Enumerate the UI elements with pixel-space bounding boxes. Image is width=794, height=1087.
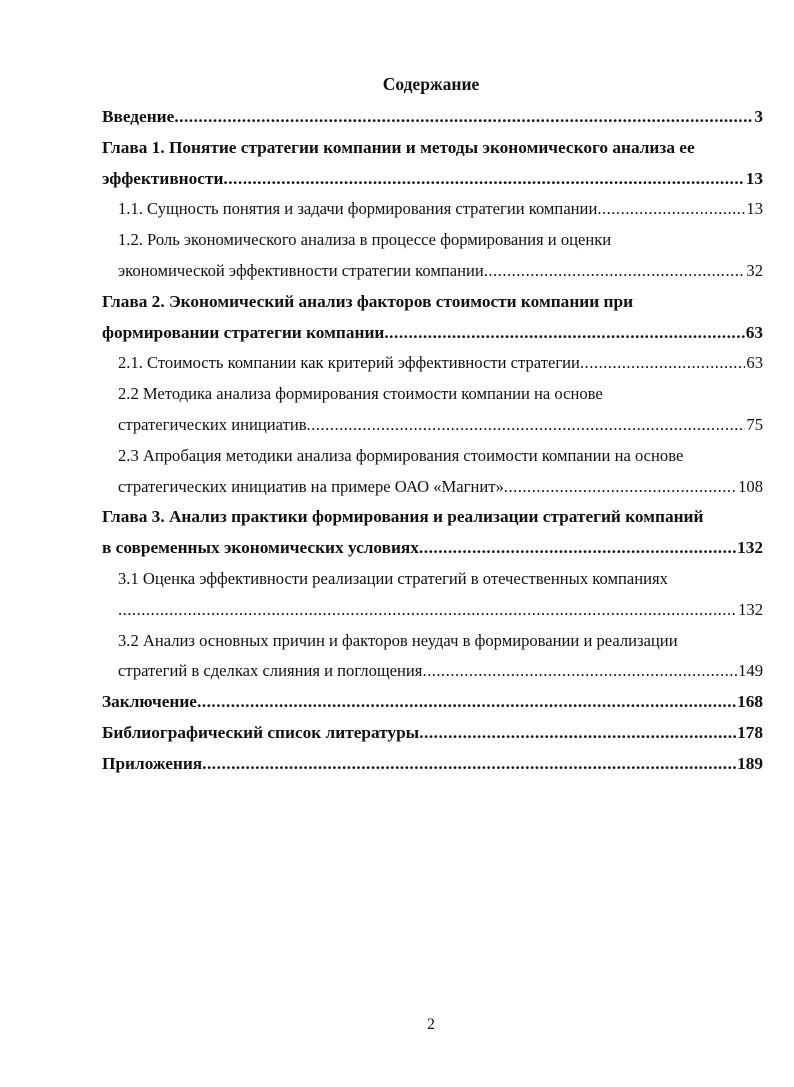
toc-entry-title: 1.1. Сущность понятия и задачи формирования стратегии компании	[118, 199, 598, 219]
toc-entry-title: Приложения	[102, 753, 203, 773]
toc-entry-title: стратегических инициатив на примере ОАО «Магнит»	[118, 476, 504, 496]
dot-leader	[484, 256, 746, 287]
toc-entry-bibliography	[102, 718, 763, 749]
dot-leader	[597, 194, 745, 225]
dot-leader	[174, 102, 753, 133]
toc-entry-title: формировании стратегии компании	[102, 322, 385, 342]
toc-page-number: 75	[746, 414, 763, 434]
toc-section-3-2	[102, 656, 763, 687]
toc-entry-appendix	[102, 749, 763, 780]
toc-section-1-1	[102, 194, 763, 225]
dot-leader	[580, 348, 746, 379]
dot-leader	[419, 718, 736, 749]
toc-page-number: 13	[745, 168, 763, 188]
toc-section-2-2	[102, 410, 763, 441]
toc-section-2-2-line1: 2.2 Методика анализа формирования стоимости компании на основе	[118, 384, 603, 404]
page-title: Содержание	[382, 74, 480, 94]
dot-leader	[202, 749, 736, 780]
dot-leader	[504, 472, 737, 503]
toc-chapter-1	[102, 164, 763, 195]
toc-section-2-1	[102, 348, 763, 379]
toc-page-number: 178	[737, 722, 763, 742]
toc-entry-title: Библиографический список литературы	[102, 722, 420, 742]
dot-leader	[419, 533, 736, 564]
toc-entry-title: стратегических инициатив	[118, 414, 307, 434]
toc-page-number: 132	[738, 599, 763, 619]
dot-leader	[118, 595, 737, 626]
page-number: 2	[427, 1016, 435, 1033]
dot-leader	[384, 318, 744, 349]
toc-page-number: 13	[746, 199, 763, 219]
table-of-contents	[102, 102, 763, 780]
toc-section-3-1	[102, 595, 763, 626]
dot-leader	[223, 164, 744, 195]
toc-page-number: 3	[754, 107, 763, 126]
toc-chapter-1-line1: Глава 1. Понятие стратегии компании и методы экономического анализа ее	[102, 137, 695, 157]
toc-entry-title: экономической эффективности стратегии компании	[118, 260, 484, 280]
toc-page-number: 168	[737, 692, 763, 712]
toc-entry-title: Заключение	[102, 692, 197, 712]
toc-page-number: 63	[746, 353, 763, 373]
toc-entry-title: стратегий в сделках слияния и поглощения	[118, 661, 423, 681]
toc-page-number: 63	[745, 322, 763, 342]
toc-entry-conclusion	[102, 687, 763, 718]
toc-section-3-2-line1: 3.2 Анализ основных причин и факторов неудач в формировании и реализации	[118, 630, 678, 650]
toc-page-number: 189	[737, 753, 763, 773]
toc-page-number: 32	[746, 260, 763, 280]
toc-entry-title: эффективности	[102, 168, 224, 188]
toc-chapter-3	[102, 533, 763, 564]
toc-entry-title: в современных экономических условиях	[102, 538, 419, 558]
toc-page-number: 108	[738, 476, 763, 496]
dot-leader	[422, 656, 737, 687]
toc-entry-intro	[102, 102, 763, 133]
toc-section-2-3-line1: 2.3 Апробация методики анализа формирования стоимости компании на основе	[118, 445, 684, 465]
toc-chapter-3-line1: Глава 3. Анализ практики формирования и реализации стратегий компаний	[102, 507, 704, 527]
toc-section-3-1-line1: 3.1 Оценка эффективности реализации стратегий в отечественных компаниях	[118, 568, 668, 588]
dot-leader	[307, 410, 746, 441]
toc-page-number: 132	[737, 538, 763, 558]
toc-entry-title: Введение	[102, 107, 175, 126]
toc-section-1-2-line1: 1.2. Роль экономического анализа в процессе формирования и оценки	[118, 230, 612, 250]
toc-entry-title: 2.1. Стоимость компании как критерий эффективности стратегии	[118, 353, 580, 373]
toc-chapter-2	[102, 318, 763, 349]
toc-section-2-3	[102, 472, 763, 503]
toc-section-1-2	[102, 256, 763, 287]
toc-page-number: 149	[738, 661, 763, 681]
toc-chapter-2-line1: Глава 2. Экономический анализ факторов стоимости компании при	[102, 291, 634, 311]
dot-leader	[197, 687, 736, 718]
